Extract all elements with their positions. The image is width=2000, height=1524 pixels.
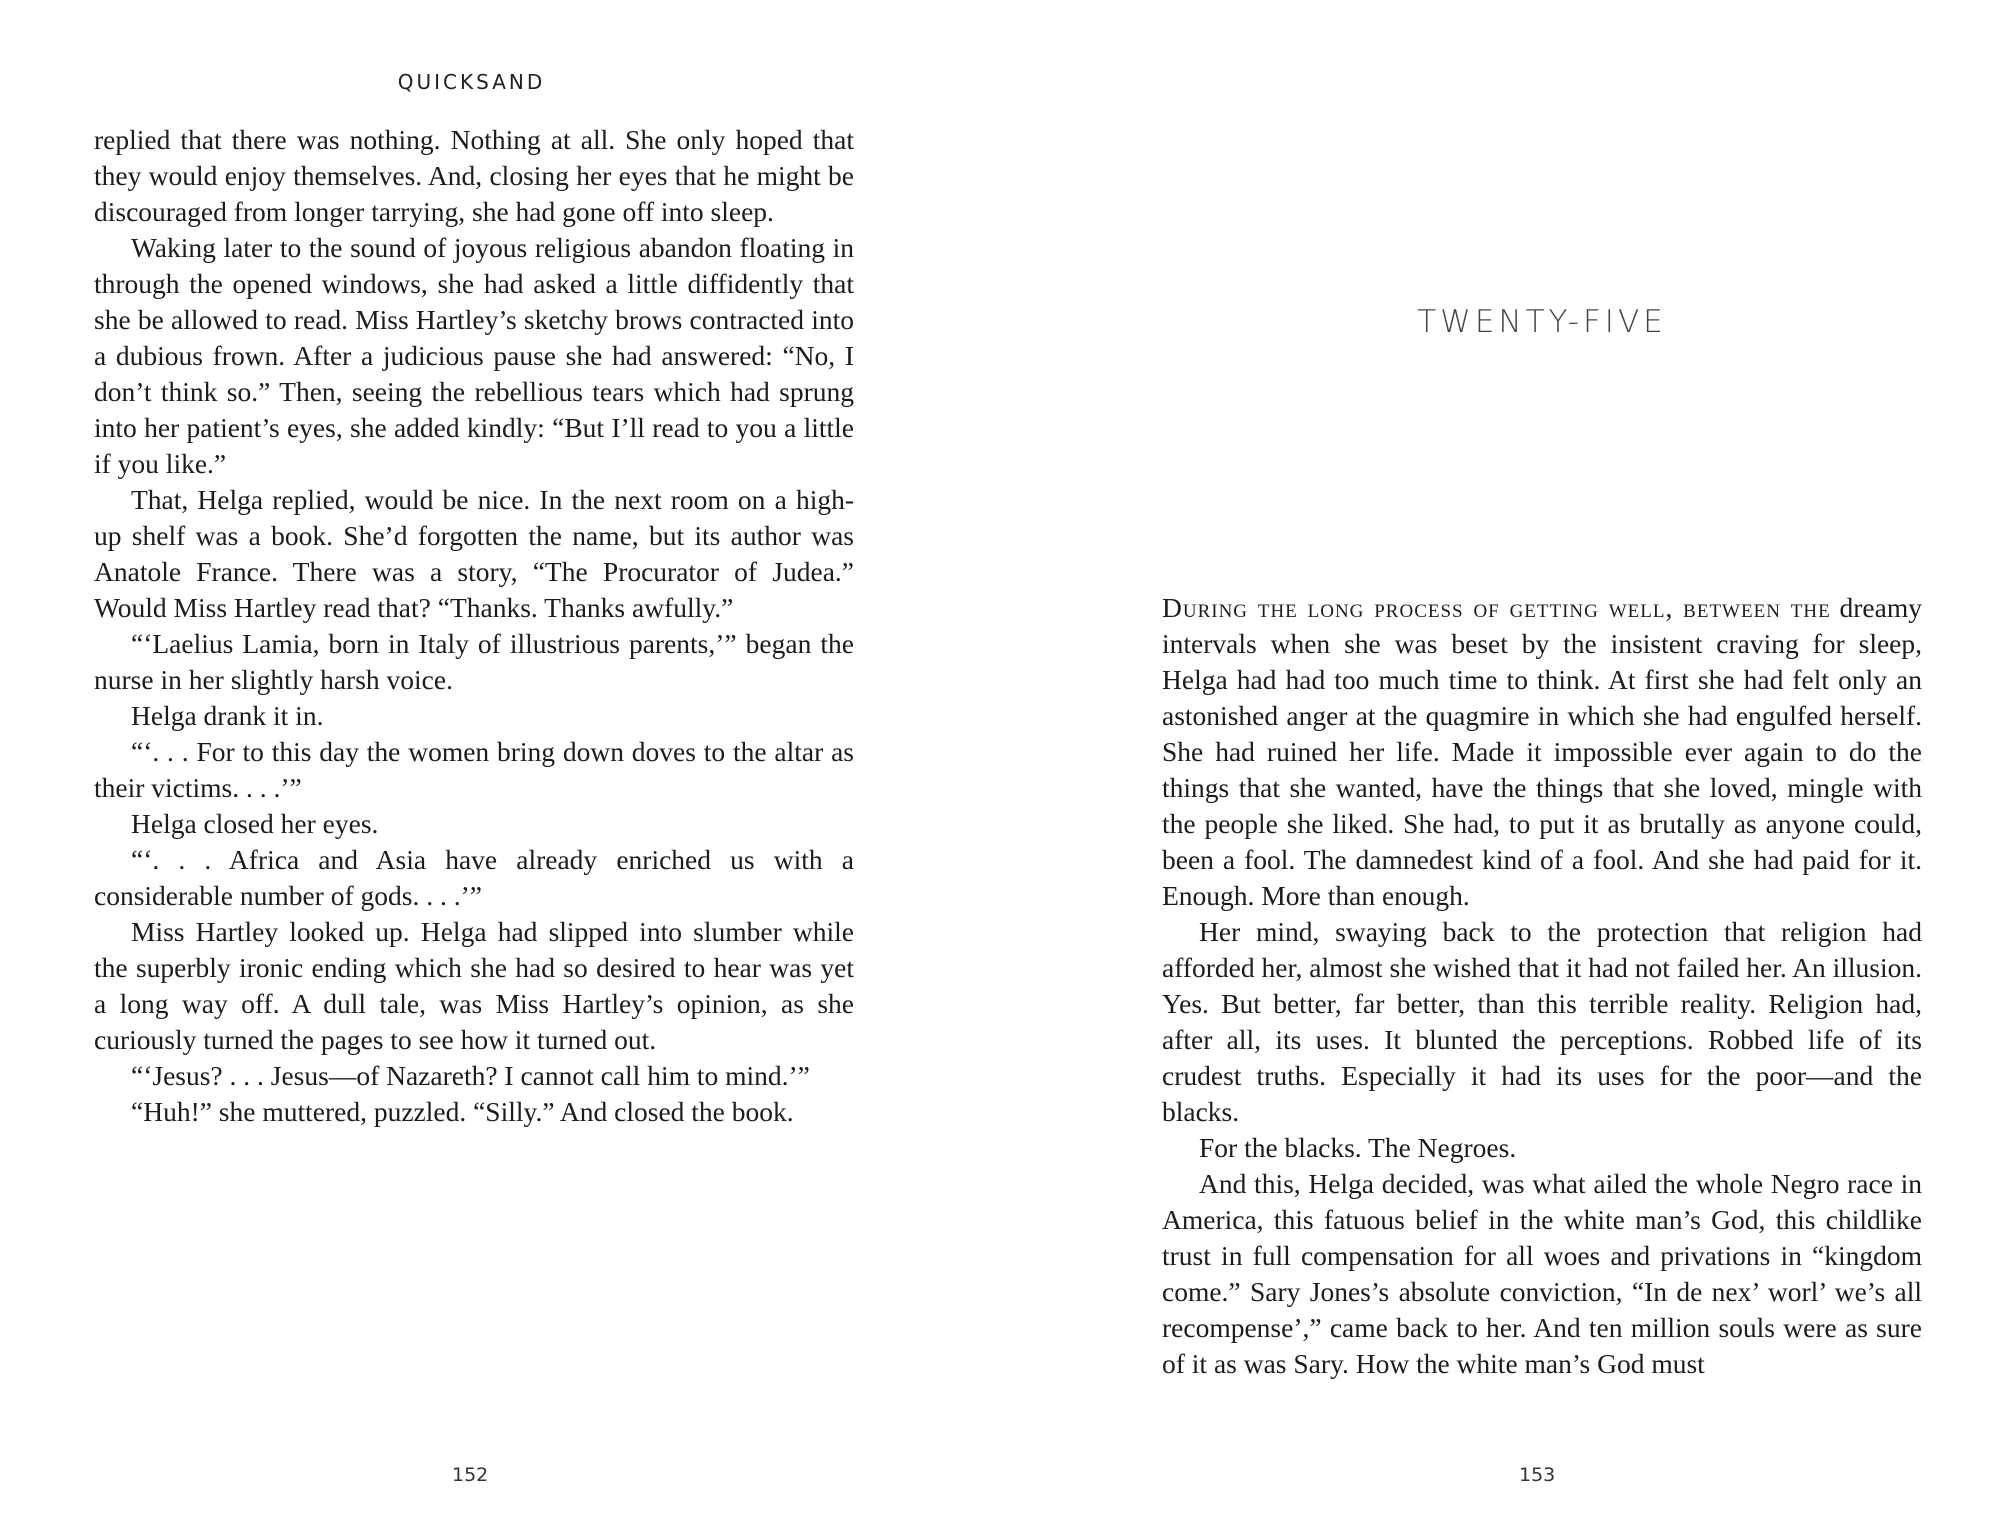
- running-head: QUICKSAND: [397, 70, 546, 94]
- paragraph: “Huh!” she muttered, puzzled. “Silly.” And closed the book.: [131, 1096, 794, 1127]
- paragraph: Waking later to the sound of joyous religious abandon floating in through the opened windows, she had asked a little diffidently that she be allowed to read. Miss Hartley’s sketchy brows contracted into a dubious frown. After a judicious pause she had answered: “No, I don’t think so.” Then, seeing the rebellious tears which had sprung into her patient’s eyes, she added kindly: “But I’ll read to you a little if you like.”: [94, 232, 854, 479]
- opening-paragraph: [1162, 590, 1922, 914]
- page-number: 153: [1519, 1464, 1556, 1486]
- paragraph: “‘Jesus? . . . Jesus—of Nazareth? I cannot call him to mind.’”: [131, 1060, 810, 1091]
- paragraph: “‘. . . Africa and Asia have already enriched us with a considerable number of gods. . . .’”: [94, 844, 854, 911]
- opening-paragraph-body: dreamy intervals when she was beset by the insistent craving for sleep, Helga had had too much time to think. At first she had felt only an astonished anger at the quagmire in which she had engulfed herself. She had ruined her life. Made it impossible ever again to do the things that she wanted, have the things that she loved, mingle with the people she liked. She had, to put it as brutally as anyone could, been a fool. The damnedest kind of a fool. And she had paid for it. Enough. More than enough.: [1162, 592, 1922, 911]
- chapter-title: TWENTY-FIVE: [1417, 304, 1667, 340]
- right-page: [1000, 0, 2000, 1524]
- right-page-text: [1162, 590, 1922, 1382]
- paragraph: “‘Laelius Lamia, born in Italy of illustrious parents,’” began the nurse in her slightly harsh voice.: [94, 628, 854, 695]
- paragraph: Miss Hartley looked up. Helga had slipped into slumber while the superbly ironic ending which she had so desired to hear was yet a long way off. A dull tale, was Miss Hartley’s opinion, as she curiously turned the pages to see how it turned out.: [94, 916, 854, 1055]
- paragraph: Helga drank it in.: [131, 700, 324, 731]
- paragraph: For the blacks. The Negroes.: [1199, 1132, 1517, 1163]
- paragraph: Helga closed her eyes.: [131, 808, 379, 839]
- paragraph: That, Helga replied, would be nice. In the next room on a high-up shelf was a book. She’d forgotten the name, but its author was Anatole France. There was a story, “The Procurator of Judea.” Would Miss Hartley read that? “Thanks. Thanks awfully.”: [94, 484, 854, 623]
- opening-smallcaps: During the long process of getting well, between the: [1162, 592, 1831, 623]
- left-page-text: [94, 122, 854, 1130]
- paragraph: replied that there was nothing. Nothing at all. She only hoped that they would enjoy themselves. And, closing her eyes that he might be discouraged from longer tarrying, she had gone off into sleep.: [94, 124, 854, 227]
- paragraph: Her mind, swaying back to the protection that religion had afforded her, almost she wished that it had not failed her. An illusion. Yes. But better, far better, than this terrible reality. Religion had, after all, its uses. It blunted the perceptions. Robbed life of its crudest truths. Especially it had its uses for the poor—and the blacks.: [1162, 916, 1922, 1127]
- paragraph: “‘. . . For to this day the women bring down doves to the altar as their victims. . . .’”: [94, 736, 854, 803]
- page-number: 152: [452, 1464, 489, 1486]
- paragraph: And this, Helga decided, was what ailed the whole Negro race in America, this fatuous belief in the white man’s God, this childlike trust in full compensation for all woes and privations in “kingdom come.” Sary Jones’s absolute conviction, “In de nex’ worl’ we’s all recompense’,” came back to her. And ten million souls were as sure of it as was Sary. How the white man’s God must: [1162, 1168, 1922, 1379]
